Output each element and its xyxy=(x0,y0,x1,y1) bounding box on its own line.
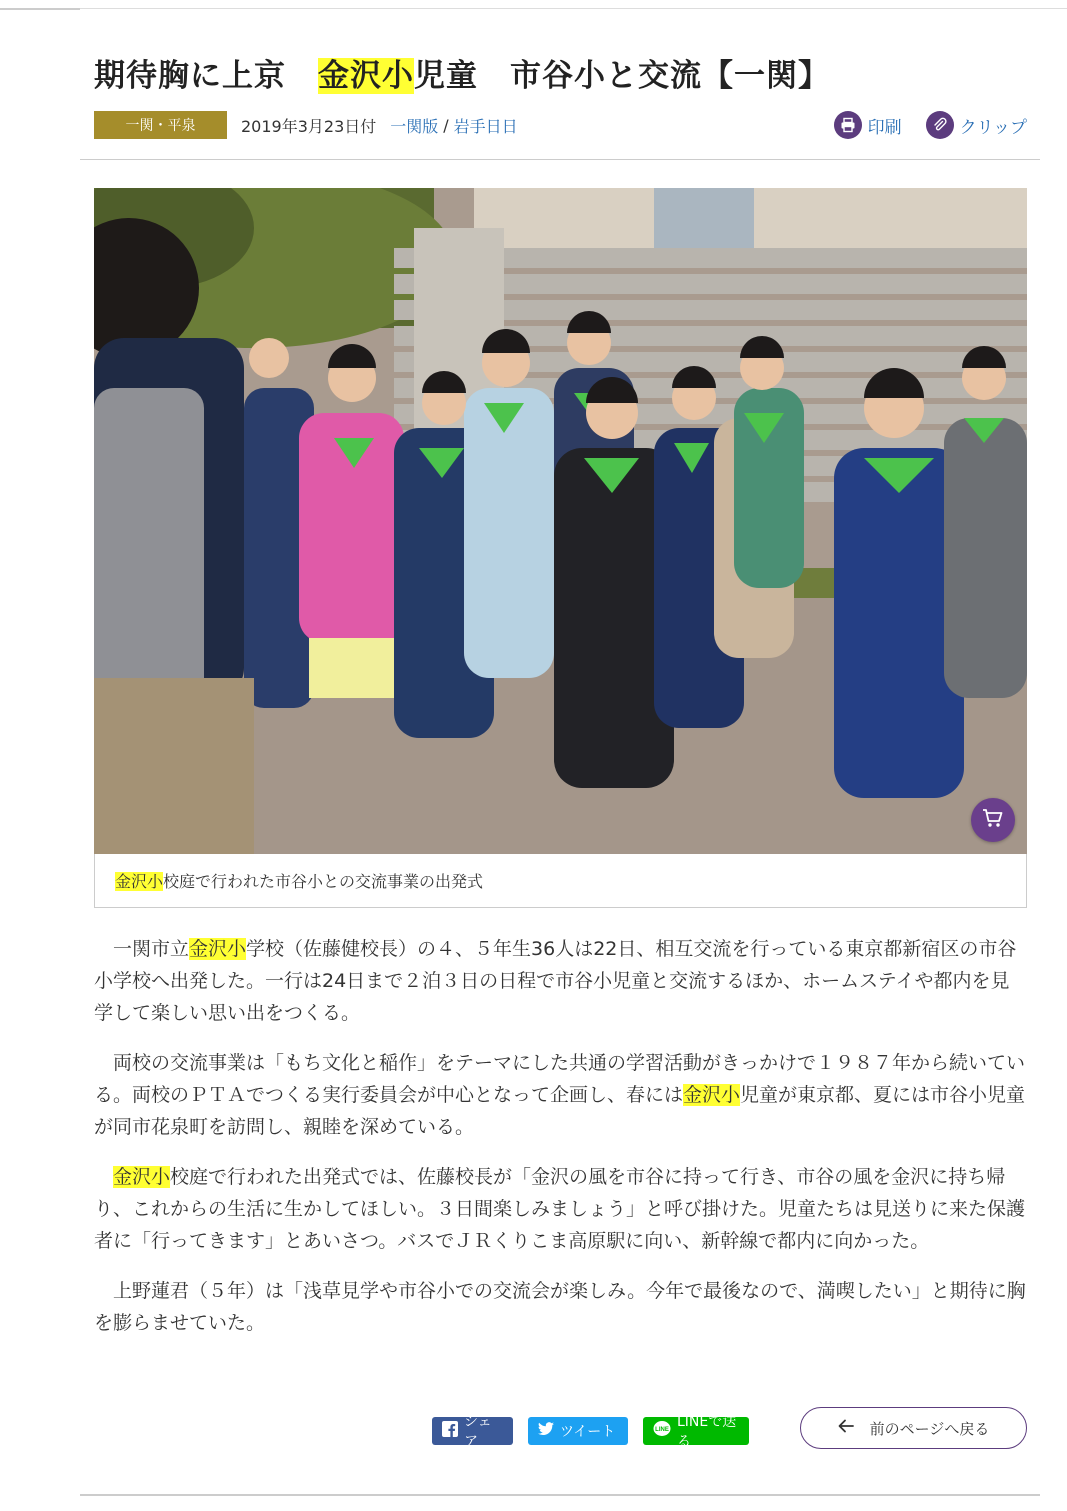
twitter-share-button[interactable] xyxy=(528,1417,628,1445)
meta-separator: / xyxy=(443,115,449,135)
paperclip-icon xyxy=(926,111,954,139)
paragraph-text: 学校（佐藤健校長）の４、５年生36人は22日、相互交流を行っている東京都新宿区の市谷小学校へ出発した。一行は24日まで２泊３日の日程で市谷小児童と交流するほか、ホームステイや都内を見学して楽しい思い出をつくる。 xyxy=(94,938,1017,1024)
facebook-share-label: シェア xyxy=(464,1414,492,1450)
facebook-icon xyxy=(442,1421,458,1441)
paragraph-highlight: 金沢小 xyxy=(189,938,247,960)
arrow-left-icon xyxy=(838,1419,854,1437)
article-body xyxy=(94,933,1027,1357)
paragraph-text: 校庭で行われた出発式では、佐藤校長が「金沢の風を市谷に持って行き、市谷の風を金沢に持ち帰り、これからの生活に生かしてほしい。３日間楽しみましょう」と呼び掛けた。児童たちは見送りに来た保護者に「行ってきます」とあいさつ。バスでＪＲくりこま高原駅に向い、新幹線で都内に向かった。 xyxy=(94,1166,1026,1252)
printer-icon xyxy=(834,111,862,139)
title-highlight: 金沢小 xyxy=(318,58,414,94)
paragraph-2 xyxy=(94,1047,1027,1143)
line-icon xyxy=(653,1420,671,1442)
publisher-link[interactable]: 岩手日日 xyxy=(453,116,518,136)
photo-caption xyxy=(94,854,1027,908)
cart-icon xyxy=(981,806,1005,834)
article-meta xyxy=(94,110,1027,140)
paragraph-highlight: 金沢小 xyxy=(683,1084,741,1106)
caption-highlight: 金沢小 xyxy=(115,872,164,891)
top-divider-accent xyxy=(0,8,80,10)
facebook-share-button[interactable] xyxy=(432,1414,513,1450)
clip-button[interactable] xyxy=(926,111,1027,139)
back-label: 前のページへ戻る xyxy=(869,1419,990,1438)
publish-date: 2019年3月23日付 xyxy=(241,116,377,136)
paragraph-text: 一関市立 xyxy=(113,938,190,960)
twitter-icon xyxy=(538,1422,554,1440)
paragraph-text: 児童が東京都、夏には市谷小児童が同市花泉町を訪問し、親睦を深めている。 xyxy=(94,1084,1026,1138)
paragraph-highlight: 金沢小 xyxy=(113,1166,171,1188)
edition-link[interactable]: 一関版 xyxy=(390,116,439,136)
line-share-button[interactable] xyxy=(643,1414,749,1450)
category-badge[interactable]: 一関・平泉 xyxy=(94,111,227,139)
header-divider xyxy=(80,159,1040,160)
title-text-before: 期待胸に上京 xyxy=(94,58,318,94)
article-photo[interactable] xyxy=(94,188,1027,854)
line-share-label: LINEで送る xyxy=(677,1414,737,1450)
paragraph-text: 両校の交流事業は「もち文化と稲作」をテーマにした共通の学習活動がきっかけで１９８７年から続いている。両校のＰＴＡでつくる実行委員会が中心となって企画し、春には xyxy=(94,1052,1026,1106)
twitter-share-label: ツイート xyxy=(560,1424,616,1440)
article-tools xyxy=(834,111,1027,139)
paragraph-3 xyxy=(94,1161,1027,1257)
print-button[interactable] xyxy=(834,111,902,139)
paragraph-4: 上野蓮君（５年）は「浅草見学や市谷小での交流会が楽しみ。今年で最後なので、満喫したい」と期待に胸を膨らませていた。 xyxy=(94,1280,1026,1334)
cart-button[interactable] xyxy=(971,798,1015,842)
paragraph-1 xyxy=(94,933,1027,1029)
svg-text:LINE: LINE xyxy=(655,1427,669,1433)
caption-text: 校庭で行われた市谷小との交流事業の出発式 xyxy=(163,872,484,891)
bottom-divider xyxy=(80,1494,1040,1496)
title-text-after: 児童 市谷小と交流【一関】 xyxy=(414,58,830,94)
top-divider xyxy=(0,8,1067,9)
clip-label: クリップ xyxy=(959,117,1027,138)
print-label: 印刷 xyxy=(867,117,902,138)
article-title xyxy=(94,50,1027,95)
back-button[interactable] xyxy=(800,1407,1027,1449)
